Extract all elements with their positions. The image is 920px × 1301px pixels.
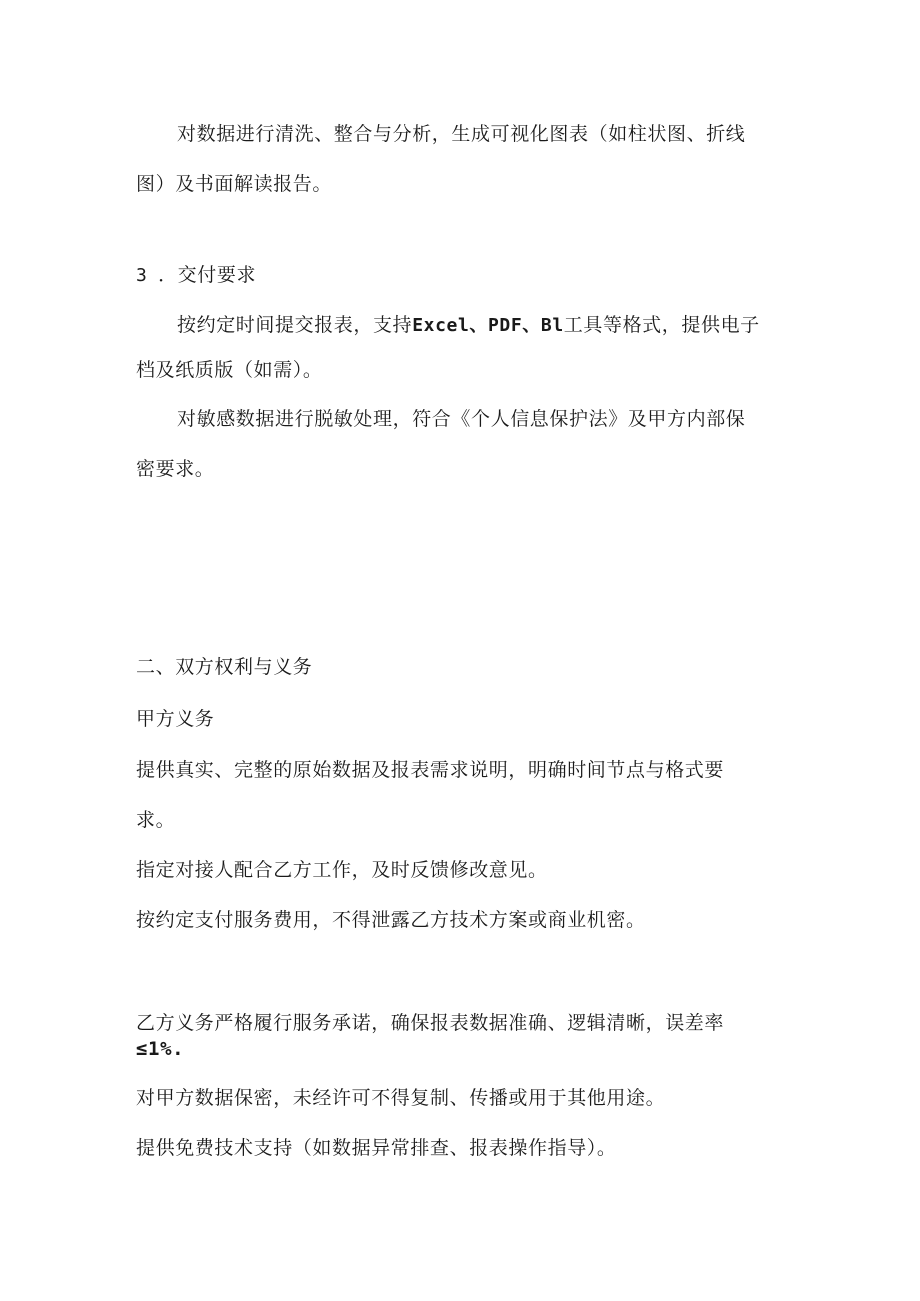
party-a-item-1-line-1: 提供真实、完整的原始数据及报表需求说明，明确时间节点与格式要	[136, 759, 725, 781]
delivery-p1-formats: Excel、PDF、Bl	[412, 315, 564, 336]
rights-heading: 二、双方权利与义务	[136, 656, 313, 678]
delivery-paragraph-1-line-2: 档及纸质版（如需）。	[136, 359, 323, 381]
party-a-item-1-line-2: 求。	[136, 809, 176, 831]
delivery-heading	[136, 263, 256, 288]
delivery-paragraph-2-line-2: 密要求。	[136, 458, 215, 480]
delivery-p1-text-a: 按约定时间提交报表，支持	[177, 314, 413, 336]
delivery-paragraph-1-line-1	[177, 313, 760, 338]
delivery-heading-text: ．交付要求	[158, 264, 257, 286]
party-a-heading: 甲方义务	[136, 708, 215, 730]
delivery-paragraph-2-line-1: 对敏感数据进行脱敏处理，符合《个人信息保护法》及甲方内部保	[177, 408, 746, 430]
party-a-item-3: 按约定支付服务费用，不得泄露乙方技术方案或商业机密。	[136, 909, 646, 931]
delivery-p1-text-b: 工具等格式，提供电子	[563, 314, 760, 336]
party-b-item-1-line-1: 乙方义务严格履行服务承诺，确保报表数据准确、逻辑清晰，误差率	[136, 1012, 725, 1034]
party-a-item-2: 指定对接人配合乙方工作，及时反馈修改意见。	[136, 859, 548, 881]
intro-paragraph-line-1: 对数据进行清洗、整合与分析，生成可视化图表（如柱状图、折线	[177, 123, 746, 145]
party-b-item-1-line-2: ≤1%.	[136, 1038, 185, 1060]
intro-paragraph-line-2: 图）及书面解读报告。	[136, 173, 333, 195]
party-b-item-2: 对甲方数据保密，未经许可不得复制、传播或用于其他用途。	[136, 1087, 666, 1109]
party-b-item-3: 提供免费技术支持（如数据异常排查、报表操作指导）。	[136, 1137, 617, 1159]
delivery-heading-number: 3	[136, 265, 148, 286]
